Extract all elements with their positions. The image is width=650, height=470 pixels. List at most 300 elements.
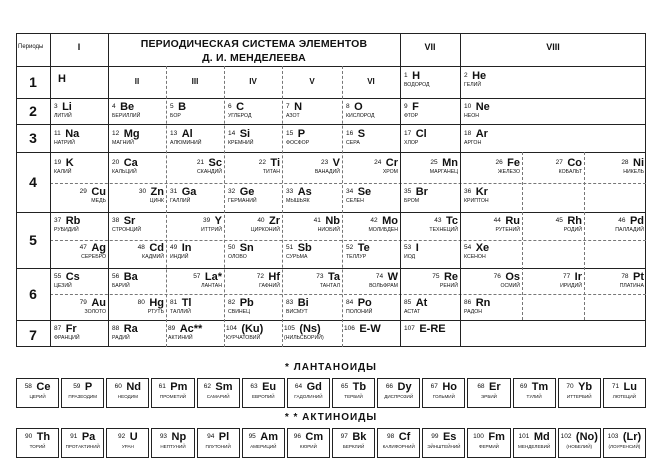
period-number: 6 <box>29 286 37 302</box>
element-symbol: K <box>65 157 74 169</box>
col-divider-dashed <box>224 66 225 347</box>
element-name: ХРОМ <box>382 169 398 175</box>
element-cell <box>404 323 458 335</box>
group-header-I: I <box>77 42 81 52</box>
element-symbol: O <box>354 101 363 113</box>
element-name: ТАЛЛИЙ <box>170 309 191 315</box>
element-symbol: He <box>472 70 487 82</box>
element-header <box>344 157 398 169</box>
element-name: ИНДИЙ <box>170 254 189 260</box>
element-symbol: Ho <box>442 381 458 393</box>
element-symbol: Cu <box>91 186 106 198</box>
element-symbol: (Ns) <box>299 323 321 335</box>
element-header <box>514 431 555 443</box>
element-symbol: Ta <box>327 271 340 283</box>
element-cell <box>284 271 340 289</box>
element-cell <box>226 271 280 289</box>
element-header <box>54 323 106 335</box>
element-cell <box>464 242 524 260</box>
atomic-number: 36 <box>464 188 472 195</box>
atomic-number: 58 <box>24 383 32 390</box>
row-divider <box>16 124 646 125</box>
element-cell <box>404 242 458 260</box>
element-name: МАГНИЙ <box>112 140 134 146</box>
element-header <box>524 271 582 283</box>
atomic-number: 103 <box>607 433 619 440</box>
lanthanides-title: * ЛАНТАНОИДЫ <box>285 362 377 373</box>
element-header <box>110 242 164 254</box>
element-name: ТАНТАЛ <box>319 283 340 289</box>
element-symbol: As <box>297 186 312 198</box>
actinide-cell <box>61 428 104 458</box>
atomic-number: 34 <box>346 188 354 195</box>
element-symbol: In <box>181 242 192 254</box>
lanthanide-cell <box>16 378 59 408</box>
period-number: 7 <box>29 327 37 343</box>
element-header <box>168 215 222 227</box>
element-header <box>402 215 458 227</box>
group-header-IV: IV <box>249 77 257 86</box>
atomic-number: 78 <box>621 273 629 280</box>
element-cell <box>346 128 398 146</box>
atomic-number: 40 <box>257 217 265 224</box>
atomic-number: 52 <box>346 244 354 251</box>
element-header <box>286 128 340 140</box>
element-cell <box>54 128 106 146</box>
atomic-number: 41 <box>313 217 321 224</box>
element-cell <box>110 186 164 204</box>
element-symbol: P <box>297 128 306 140</box>
element-name: РОДИЙ <box>563 227 582 233</box>
atomic-number: 7 <box>286 103 290 110</box>
col-divider <box>460 33 461 347</box>
atomic-number: 63 <box>250 383 258 390</box>
element-header <box>559 431 600 443</box>
element-header <box>464 70 524 82</box>
element-name: ЭЙНШТЕЙНИЙ <box>427 444 461 449</box>
element-header <box>286 186 340 198</box>
element-header <box>464 101 524 113</box>
lanthanide-cell <box>287 378 330 408</box>
lanthanide-cell <box>197 378 240 408</box>
element-symbol: Zn <box>150 186 164 198</box>
element-cell <box>52 242 106 260</box>
element-cell <box>404 70 458 88</box>
atomic-number: 92 <box>118 433 126 440</box>
lanthanide-cell <box>332 378 375 408</box>
element-header <box>228 186 280 198</box>
element-header <box>464 128 524 140</box>
element-header <box>170 297 222 309</box>
atomic-number: 89 <box>168 325 176 332</box>
element-symbol: Se <box>357 186 372 198</box>
atomic-number: 50 <box>228 244 236 251</box>
element-name: ТЕХНЕЦИЙ <box>429 227 458 233</box>
period-number: 1 <box>29 74 37 90</box>
element-header <box>228 128 280 140</box>
element-header <box>423 381 464 393</box>
element-cell <box>464 157 520 175</box>
element-symbol: C <box>236 101 245 113</box>
element-header <box>346 242 398 254</box>
atomic-number: 28 <box>621 159 629 166</box>
element-header <box>586 271 644 283</box>
element-header <box>524 215 582 227</box>
element-symbol: Pt <box>633 271 644 283</box>
element-symbol: Ca <box>123 157 138 169</box>
element-symbol: Te <box>357 242 370 254</box>
group-header-II: II <box>134 77 140 86</box>
element-symbol: Tl <box>181 297 192 309</box>
actinide-cell <box>603 428 646 458</box>
atomic-number: 51 <box>286 244 294 251</box>
element-name: ГАФНИЙ <box>259 283 280 289</box>
element-symbol: B <box>178 101 187 113</box>
element-header <box>423 431 464 443</box>
element-symbol: Br <box>415 186 428 198</box>
element-symbol: Bi <box>297 297 309 309</box>
element-header <box>284 215 340 227</box>
element-cell <box>52 297 106 315</box>
element-name: ТОРИЙ <box>29 444 46 449</box>
atomic-number: 70 <box>566 383 574 390</box>
element-symbol: V <box>332 157 340 169</box>
element-name: ФОСФОР <box>286 140 310 146</box>
element-symbol: Sb <box>297 242 312 254</box>
actinide-cell <box>377 428 420 458</box>
element-header <box>54 157 106 169</box>
element-name: КРЕМНИЙ <box>228 140 254 146</box>
element-header <box>170 242 222 254</box>
actinide-cell <box>106 428 149 458</box>
atomic-number: 64 <box>294 383 303 390</box>
element-name: МЕДЬ <box>91 198 106 204</box>
element-symbol: W <box>387 271 398 283</box>
atomic-number: 104 <box>226 325 237 332</box>
element-symbol: Nd <box>126 381 142 393</box>
element-header <box>228 101 280 113</box>
element-cell <box>284 215 340 233</box>
element-symbol: Np <box>171 431 187 443</box>
actinide-cell <box>151 428 194 458</box>
element-symbol: Sr <box>123 215 136 227</box>
atomic-number: 6 <box>228 103 232 110</box>
atomic-number: 102 <box>560 433 572 440</box>
subrow-divider <box>50 183 646 184</box>
element-symbol: Si <box>239 128 251 140</box>
element-cell <box>284 157 340 175</box>
element-symbol: Na <box>65 128 80 140</box>
atomic-number: 67 <box>430 383 438 390</box>
col-divider <box>50 33 51 347</box>
element-cell <box>524 157 582 175</box>
element-cell <box>344 271 398 289</box>
element-header <box>464 157 520 169</box>
element-header <box>286 297 340 309</box>
element-symbol: (No) <box>575 431 598 443</box>
element-header <box>17 381 58 393</box>
element-name: БОР <box>170 113 181 119</box>
row-divider <box>16 268 646 269</box>
element-header <box>198 381 239 393</box>
element-cell <box>170 186 222 204</box>
element-header <box>404 128 458 140</box>
atomic-number: 94 <box>207 433 215 440</box>
element-symbol: Hg <box>149 297 164 309</box>
element-name: БРОМ <box>404 198 420 204</box>
element-name: ФРАНЦИЙ <box>54 335 80 341</box>
element-header <box>112 323 164 335</box>
element-name: ВИСМУТ <box>286 309 308 315</box>
element-symbol: Fe <box>507 157 520 169</box>
element-cell <box>586 271 644 289</box>
element-name: БЕРИЛЛИЙ <box>112 113 141 119</box>
atomic-number: 15 <box>286 130 294 137</box>
atomic-number: 61 <box>158 383 166 390</box>
atomic-number: 39 <box>202 217 211 224</box>
group-header-VII: VII <box>424 42 436 52</box>
element-symbol: Dy <box>397 381 412 393</box>
element-header <box>404 101 458 113</box>
element-symbol: Rh <box>567 215 582 227</box>
atomic-number: 18 <box>464 130 472 137</box>
atomic-number: 45 <box>555 217 563 224</box>
element-header <box>514 381 555 393</box>
element-name: ПАЛЛАДИЙ <box>615 227 644 233</box>
element-cell <box>112 157 164 175</box>
element-name: МОЛИБДЕН <box>368 227 398 233</box>
atomic-number: 66 <box>385 383 394 390</box>
element-name: РТУТЬ <box>147 309 164 315</box>
element-name: ЕВРОПИЙ <box>251 394 275 399</box>
element-header <box>402 271 458 283</box>
element-symbol: Md <box>533 431 550 443</box>
group-header-III: III <box>191 77 199 86</box>
element-cell <box>170 242 222 260</box>
element-header <box>346 101 398 113</box>
lanthanide-cell <box>377 378 420 408</box>
element-symbol: Pd <box>629 215 644 227</box>
element-header <box>52 186 106 198</box>
element-symbol: Ir <box>574 271 582 283</box>
period-number: 3 <box>29 130 37 146</box>
atomic-number: 26 <box>495 159 503 166</box>
actinide-cell <box>332 428 375 458</box>
atomic-number: 10 <box>464 103 472 110</box>
atomic-number: 65 <box>340 383 349 390</box>
element-name: МАРГАНЕЦ <box>429 169 458 175</box>
lanthanide-cell <box>242 378 285 408</box>
atomic-number: 73 <box>316 273 324 280</box>
element-symbol: Ga <box>181 186 197 198</box>
element-header <box>344 271 398 283</box>
element-symbol: Sm <box>215 381 233 393</box>
element-cell <box>112 128 164 146</box>
atomic-number: 83 <box>286 299 294 306</box>
element-name: ВАНАДИЙ <box>314 169 340 175</box>
atomic-number: 12 <box>112 130 120 137</box>
element-name: СЕРЕБРО <box>81 254 106 260</box>
element-symbol: E-RE <box>419 323 446 335</box>
row-divider <box>16 66 646 67</box>
element-cell <box>52 186 106 204</box>
element-cell <box>54 101 106 119</box>
element-name: РАДОН <box>464 309 483 315</box>
actinides-title: * * АКТИНОИДЫ <box>284 412 378 423</box>
element-name: ТЕЛЛУР <box>346 254 367 260</box>
element-cell <box>346 297 398 315</box>
atomic-number: 11 <box>54 130 61 137</box>
element-header <box>344 215 398 227</box>
atomic-number: 24 <box>374 159 382 166</box>
element-header <box>333 431 374 443</box>
element-cell <box>110 242 164 260</box>
element-name: УРАН <box>121 444 134 449</box>
element-name: (НИЛЬСБОРИЙ) <box>284 335 324 341</box>
element-name: (НОБЕЛИЙ) <box>566 444 593 449</box>
atomic-number: 71 <box>611 383 620 390</box>
element-name: АКТИНИЙ <box>168 335 193 341</box>
element-header <box>170 128 222 140</box>
element-symbol: Be <box>120 101 135 113</box>
atomic-number: 62 <box>203 383 211 390</box>
atomic-number: 4 <box>112 103 116 110</box>
element-header <box>168 271 222 283</box>
atomic-number: 76 <box>493 273 501 280</box>
element-name: КРИПТОН <box>464 198 489 204</box>
element-symbol: Ge <box>239 186 255 198</box>
element-name: ЦЕЗИЙ <box>54 283 72 289</box>
element-name: (ЛОУРЕНСИЙ) <box>608 444 641 449</box>
element-symbol: Hf <box>268 271 280 283</box>
actinide-cell <box>422 428 465 458</box>
element-header <box>333 381 374 393</box>
element-symbol: N <box>294 101 303 113</box>
atomic-number: 59 <box>73 383 81 390</box>
element-header <box>284 271 340 283</box>
element-name: ЦЕРИЙ <box>29 394 46 399</box>
group-header-VI: VI <box>367 77 375 86</box>
element-name: ОСМИЙ <box>500 283 520 289</box>
element-name: РАДИЙ <box>112 335 130 341</box>
element-name: ФТОР <box>404 113 419 119</box>
element-header <box>243 381 284 393</box>
element-name: ТИТАН <box>262 169 280 175</box>
element-name: ХЛОР <box>404 140 419 146</box>
element-symbol: Pm <box>170 381 188 393</box>
element-name: КУРЧАТОВИЙ <box>226 335 261 341</box>
element-header <box>464 186 524 198</box>
element-cell <box>112 101 164 119</box>
atomic-number: 79 <box>79 299 87 306</box>
element-header <box>404 323 458 335</box>
element-cell <box>286 101 340 119</box>
element-cell <box>226 215 280 233</box>
element-symbol: Rn <box>475 297 491 309</box>
element-cell <box>464 70 524 88</box>
element-symbol: U <box>129 431 138 443</box>
atomic-number: 106 <box>344 325 355 332</box>
element-name: СТРОНЦИЙ <box>112 227 142 233</box>
element-header <box>604 431 645 443</box>
element-header <box>226 157 280 169</box>
element-symbol: Mg <box>123 128 140 140</box>
element-name: КАЛИФОРНИЙ <box>382 444 415 449</box>
atomic-number: 53 <box>404 244 412 251</box>
element-cell <box>402 157 458 175</box>
element-name: АЗОТ <box>286 113 300 119</box>
period-number: 2 <box>29 103 37 119</box>
atomic-number: 42 <box>370 217 378 224</box>
atomic-number: 20 <box>112 159 120 166</box>
element-name: КАЛИЙ <box>54 169 72 175</box>
element-symbol: Cf <box>398 431 411 443</box>
element-header <box>402 157 458 169</box>
element-symbol: Kr <box>475 186 488 198</box>
element-cell <box>404 186 458 204</box>
element-cell <box>344 323 398 335</box>
element-header <box>559 381 600 393</box>
element-header <box>288 381 329 393</box>
element-name: НИКЕЛЬ <box>623 169 644 175</box>
atomic-number: 30 <box>138 188 147 195</box>
element-header <box>110 186 164 198</box>
atomic-number: 27 <box>555 159 563 166</box>
element-name: КСЕНОН <box>464 254 486 260</box>
atomic-number: 101 <box>518 433 530 440</box>
atomic-number: 88 <box>112 325 120 332</box>
atomic-number: 22 <box>258 159 266 166</box>
atomic-number: 69 <box>520 383 528 390</box>
periods-label: Периоды <box>18 44 44 50</box>
element-name: БАРИЙ <box>112 283 130 289</box>
element-header <box>464 215 520 227</box>
element-symbol: Ag <box>91 242 106 254</box>
element-name: ПРОТАКТИНИЙ <box>65 444 100 449</box>
element-header <box>464 271 520 283</box>
element-cell <box>54 323 106 341</box>
element-symbol: Es <box>442 431 457 443</box>
element-cell <box>464 186 524 204</box>
element-name: СЕРА <box>346 140 360 146</box>
atomic-number: 57 <box>193 273 201 280</box>
element-header <box>52 297 106 309</box>
element-name: ГАЛЛИЙ <box>170 198 191 204</box>
col-divider <box>400 33 401 347</box>
atomic-number: 60 <box>114 383 122 390</box>
element-symbol: H <box>58 73 66 85</box>
lanthanides-row <box>16 378 646 408</box>
element-name: КАДМИЙ <box>142 254 164 260</box>
element-symbol: Cs <box>65 271 80 283</box>
atomic-number: 96 <box>293 433 301 440</box>
element-header <box>112 157 164 169</box>
element-name: ГАДОЛИНИЙ <box>294 394 323 399</box>
element-cell <box>228 242 280 260</box>
element-name: ЦИНК <box>149 198 164 204</box>
element-header <box>346 128 398 140</box>
atomic-number: 46 <box>618 217 626 224</box>
col-divider-dashed <box>342 66 343 347</box>
actinides-row <box>16 428 646 458</box>
element-header <box>152 381 193 393</box>
atomic-number: 95 <box>248 433 256 440</box>
col-divider-dashed <box>584 152 585 320</box>
atomic-number: 100 <box>473 433 484 440</box>
group-header-V: V <box>309 77 315 86</box>
element-header <box>586 215 644 227</box>
element-name: ВОЛЬФРАМ <box>369 283 398 289</box>
